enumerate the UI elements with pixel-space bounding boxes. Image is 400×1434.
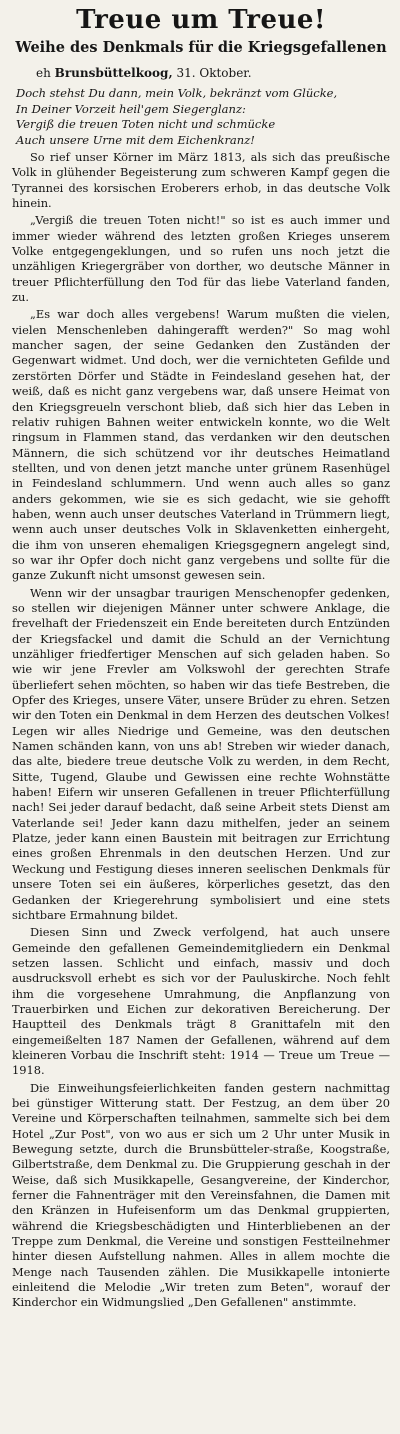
paragraph: „Vergiß die treuen Toten nicht!" so ist es auch immer und immer wieder während des letzten großen Krieges unserem Volke entgegengeklungen, und so rufen uns noch jetzt die unzähligen Kriegergräber von dorther, wo deutsche Männer in treuer Pflichterfüllung den Tod für das liebe Vaterland fanden, zu. [12,213,390,305]
poem-line: Auch unsere Urne mit dem Eichenkranz! [16,132,255,147]
headline: Treue um Treue! [76,5,326,35]
dateline-prefix: eh [36,66,51,80]
poem-line: In Deiner Vorzeit heil'gem Siegerglanz: [16,101,246,116]
paragraph: Die Einweihungsfeierlichkeiten fanden gestern nachmittag bei günstiger Witterung statt. Der Festzug, an dem über 20 Vereine und Körperschaften teilnahmen, sammelte sich bei dem Hotel „Zur Post", von wo aus er sich um 2 Uhr unter Musik in Bewegung setzte, durch die Brunsbütteler-straße, Koogstraße, Gilbertstraße, dem Denkmal zu. Die Gruppierung geschah in der Weise, daß sich Musikkapelle, Gesangvereine, der Kinderchor, ferner die Fahnenträger mit den Vereinsfahnen, die Damen mit den Kränzen in Hufeisenform um das Denkmal gruppierten, während die Kriegsbeschädigten und Hinterbliebenen an der Treppe zum Denkmal, die Vereine und sonstigen Festteilnehmer hinter diesen Aufstellung nahmen. Alles in allem mochte die Menge nach Tausenden zählen. Die Musikkapelle intonierte einleitend die Melodie „Wir treten zum Beten", worauf der Kinderchor ein Widmungslied „Den Gefallenen" anstimmte. [12,1080,390,1310]
poem-quote [16,86,390,148]
poem-line: Vergiß die treuen Toten nicht und schmücke [16,117,276,131]
paragraph: „Es war doch alles vergebens! Warum mußten die vielen, vielen Menschenleben dahingerafft werden?" So mag wohl mancher sagen, der seine Gedanken den Zuständen der Gegenwart widmet. Und doch, wer die vernichteten Gefilde und zerstörten Dörfer und Städte in Feindesland gesehen hat, der weiß, daß es nicht ganz vergebens war, daß unsere Heimat von den Kriegsgreueln verschont blieb, daß sich hier das Leben in relativ ruhigen Bahnen weiter entwickeln konnte, wo die Welt ringsum in Flammen stand, das verdanken wir den deutschen Männern, die sich schützend vor ihr deutsches Heimatland stellten, und von denen jetzt manche unter grünem Rasenhügel in Feindesland schlummern. Und wenn auch alles so ganz anders gekommen, wie sie es sich gedacht, wie sie gehofft haben, wenn auch unser deutsches Vaterland in Trümmern liegt, wenn auch unser deutsches Volk in Sklavenketten einhergeht, die ihm von unseren ehemaligen Kriegsgegnern angelegt sind, so war ihr Opfer doch nicht ganz vergebens und sollte für die ganze Zukunft nicht umsonst gewesen sein. [12,307,390,583]
dateline-place: Brunsbüttelkoog, [54,66,173,80]
subheadline: Weihe des Denkmals für die Kriegsgefallenen [15,39,387,56]
paragraph: Wenn wir der unsagbar traurigen Menschenopfer gedenken, so stellen wir diejenigen Männer unter schwere Anklage, die frevelhaft der Friedenszeit ein Ende bereiteten durch Entzünden der Kriegsfackel und damit die Schuld an der Vernichtung unzähliger friedfertiger Menschen auf sich geladen haben. So wie wir jene Frevler am Volkswohl der gerechten Strafe überliefert sehen möchten, so haben wir das tiefe Bestreben, die Opfer des Krieges, unsere Väter, unsere Brüder zu ehren. Setzen wir den Toten ein Denkmal in dem Herzen des deutschen Volkes! Legen wir alles Niedrige und Gemeine, was den deutschen Namen schänden kann, von uns ab! Streben wir wieder danach, das alte, biedere treue deutsche Volk zu werden, in dem Recht, Sitte, Tugend, Glaube und Gewissen eine rechte Wohnstätte haben! Eifern wir unseren Gefallenen in treuer Pflichterfüllung nach! Sei jeder darauf bedacht, daß seine Arbeit stets Dienst am Vaterlande sei! Jeder kann dazu mithelfen, jeder an seinem Platze, jeder kann einen Baustein mit beitragen zur Errichtung eines großen Ehrenmals in den deutschen Herzen. Und zur Weckung und Festigung dieses inneren seelischen Denkmals für unsere Toten sei ein äußeres, körperliches gesetzt, das den Gedanken der Kriegerehrung symbolisiert und eine stets sichtbare Ermahnung bildet. [12,585,390,922]
dateline [36,64,390,82]
dateline-date: 31. Oktober. [176,66,252,80]
poem-line: Doch stehst Du dann, mein Volk, bekränzt vom Glücke, [16,86,338,100]
paragraph: So rief unser Körner im März 1813, als sich das preußische Volk in glühender Begeisterung zum schweren Kampf gegen die Tyrannei des korsischen Eroberers erhob, in das deutsche Volk hinein. [12,150,390,211]
paragraph: Diesen Sinn und Zweck verfolgend, hat auch unsere Gemeinde den gefallenen Gemeindemitgliedern ein Denkmal setzen lassen. Schlicht und einfach, massiv und doch ausdrucksvoll erhebt es sich vor der Pauluskirche. Noch fehlt ihm die vorgesehene Umrahmung, die Anpflanzung von Trauerbirken und Eichen zur dekorativen Bereicherung. Der Hauptteil des Denkmals trägt 8 Granittafeln mit den eingemeißelten 187 Namen der Gefallenen, während auf dem kleineren Vorbau die Inschrift steht: 1914 — Treue um Treue — 1918. [12,925,390,1078]
